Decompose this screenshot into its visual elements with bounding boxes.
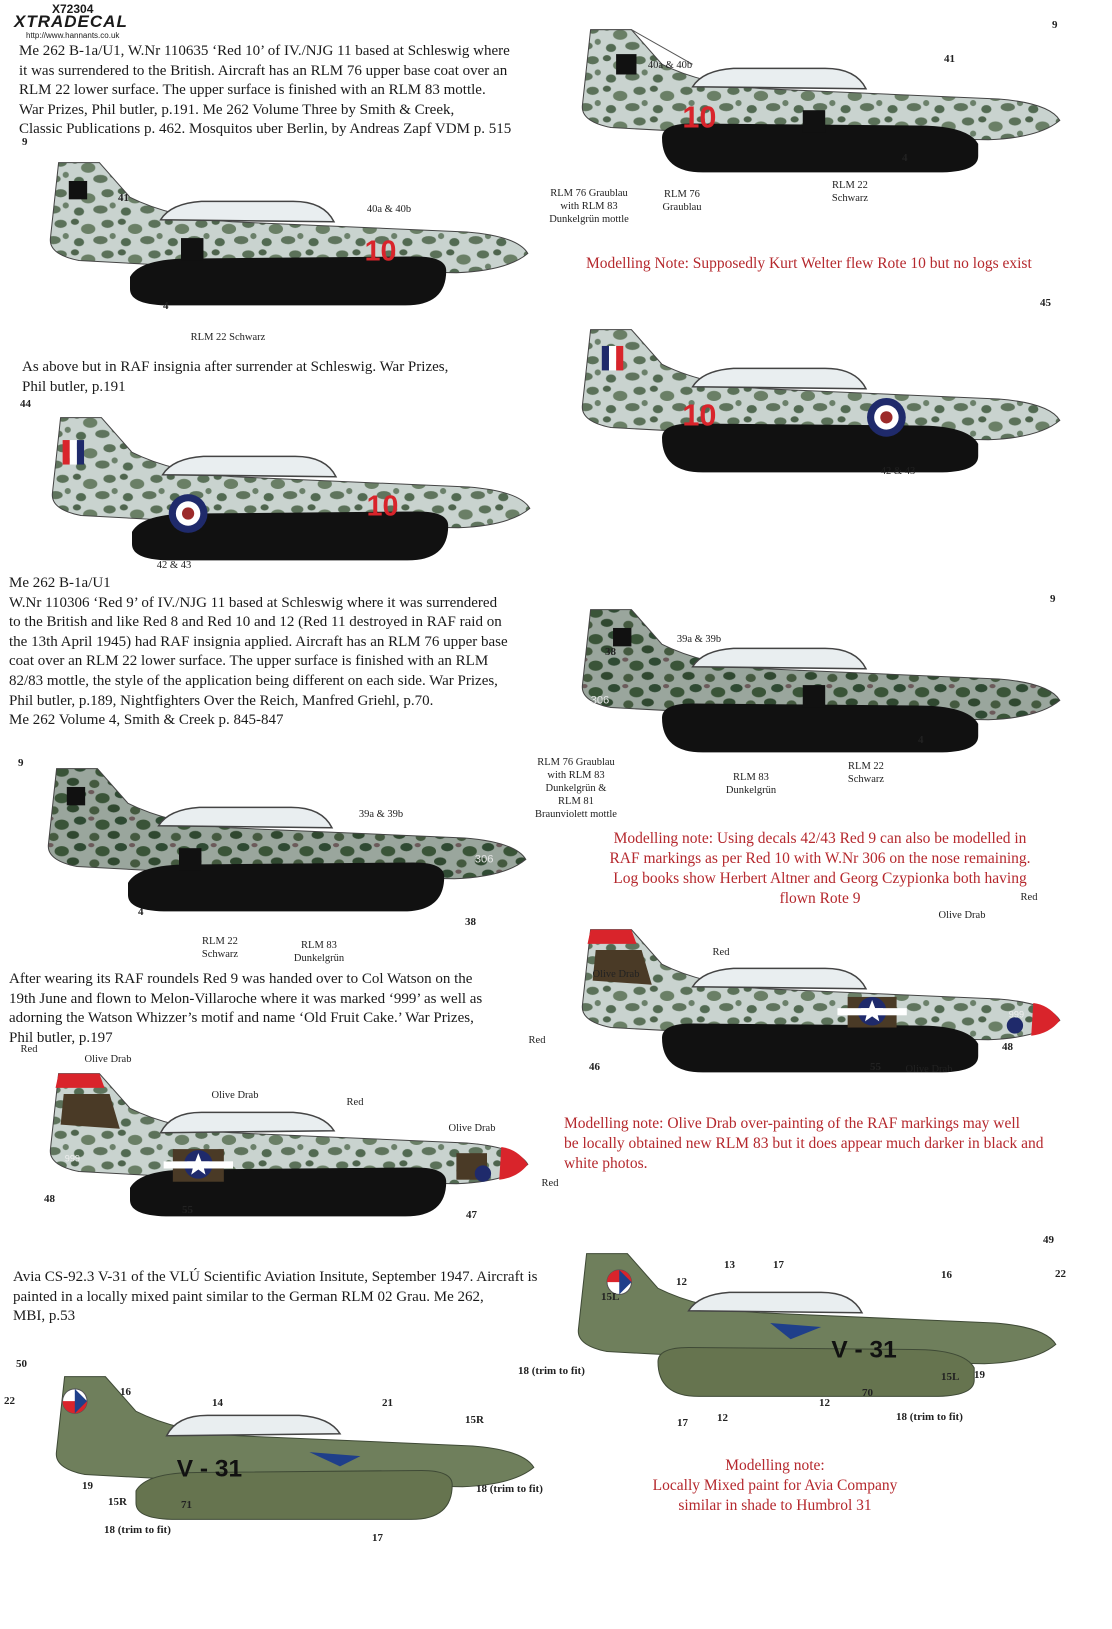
label: 45 (1040, 297, 1051, 309)
tail-number: 999 (64, 1153, 81, 1164)
label: 41 (944, 53, 955, 65)
label: 39a & 39b (358, 809, 404, 820)
section4-note: Modelling note: Olive Drab over-painting of the RAF markings may well be locally obtained new RLM 83 but it does appear much darker in black and white photos. (564, 1115, 1044, 1172)
label: 15L (941, 1371, 960, 1383)
label: RLM 76 Graublau with RLM 83 Dunkelgrün mottle (549, 188, 629, 225)
brand-name: XTRADECAL (14, 12, 128, 31)
label: 50 (16, 1358, 27, 1370)
label: 40a & 40b (366, 204, 412, 215)
section3-description: Me 262 B-1a/U1 W.Nr 110306 ‘Red 9’ of IV./NJG 11 based at Schleswig where it was surrendered to the British and like Red 8 and Red 10 and 12 (Red 11 destroyed in RAF raid on the 13th April 1945) had RAF insignia applied. Aircraft has an RLM 76 upper base coat over an RLM 22 lower surface. The upper surface is finished with an RLM 82/83 mottle, the style of the application being different on each side. War Prizes, Phil butler, p.189, Nightfighters Over the Reich, Manfred Griehl, p.70. Me 262 Volume 4, Smith & Creek p. 845-847 (9, 575, 508, 729)
label: Olive Drab (592, 969, 640, 980)
999-starboard-profile (560, 920, 1070, 1080)
label: Olive Drab (211, 1090, 259, 1101)
nose-number: 10 (682, 100, 717, 135)
label: 9 (22, 136, 28, 148)
label: 12 (676, 1276, 687, 1288)
label: Olive Drab (448, 1123, 496, 1134)
label: 40a & 40b (647, 60, 693, 71)
label: RLM 76 Graublau (662, 189, 702, 213)
label: 12 (717, 1412, 728, 1424)
label: 19 (82, 1480, 93, 1492)
label: 42 & 43 (880, 466, 916, 477)
section5-description: Avia CS-92.3 V-31 of the VLÚ Scientific Aviation Insitute, September 1947. Aircraft is painted in a locally mixed paint similar to the German RLM 02 Grau. Me 262, MBI, p.53 (13, 1269, 538, 1325)
label: RLM 22 Schwarz (190, 332, 266, 343)
label: RLM 83 Dunkelgrün (725, 772, 777, 796)
label: 4 (138, 906, 144, 918)
red9-starboard-profile (560, 600, 1070, 760)
section5-note: Modelling note: Locally Mixed paint for Avia Company similar in shade to Humbrol 31 (652, 1457, 898, 1514)
label: 38 (605, 646, 616, 658)
label: 21 (382, 1397, 393, 1409)
label: 13 (724, 1259, 735, 1271)
label: 18 (trim to fit) (104, 1524, 171, 1536)
label: 41 (118, 192, 129, 204)
label: 12 (819, 1397, 830, 1409)
label: 16 (120, 1386, 131, 1398)
section3-note: Modelling note: Using decals 42/43 Red 9 can also be modelled in RAF markings as per Red 10 with W.Nr 306 on the nose remaining. Log books show Herbert Altner and Georg Czypionka both having flown Rote 9 (609, 830, 1031, 907)
label: 55 (182, 1204, 193, 1216)
label: 70 (862, 1387, 873, 1399)
label: 47 (466, 1209, 477, 1221)
label: 17 (773, 1259, 784, 1271)
label: 15R (108, 1496, 127, 1508)
nose-number: 306 (590, 694, 610, 707)
nose-number: 10 (682, 398, 717, 433)
nose-number: 306 (474, 853, 494, 866)
label: RLM 76 Graublau with RLM 83 Dunkelgrün & RLM 81 Braunviolett mottle (535, 757, 617, 820)
brand-url: http://www.hannants.co.uk (26, 31, 120, 40)
label: RLM 22 Schwarz (831, 180, 869, 204)
label: 17 (677, 1417, 688, 1429)
label: Olive Drab (84, 1054, 132, 1065)
label: 16 (941, 1269, 952, 1281)
label: 42 & 43 (156, 560, 192, 571)
label: Red (541, 1178, 559, 1189)
red10-port-profile (28, 148, 538, 318)
section1-note: Modelling Note: Supposedly Kurt Welter flew Rote 10 but no logs exist (586, 255, 1032, 272)
label: 4 (163, 300, 169, 312)
tail-number: 999 (1008, 1009, 1025, 1020)
label: 46 (589, 1061, 600, 1073)
fuselage-code: V - 31 (831, 1336, 897, 1364)
red9-port-profile (26, 754, 536, 924)
label: 18 (trim to fit) (518, 1365, 585, 1377)
label: 48 (44, 1193, 55, 1205)
label: 14 (212, 1397, 223, 1409)
label: 17 (372, 1532, 383, 1544)
label: 9 (1052, 19, 1058, 31)
red10-starboard-profile (560, 20, 1070, 180)
label: Red (20, 1044, 38, 1055)
label: 22 (4, 1395, 15, 1407)
label: RLM 22 Schwarz (201, 936, 239, 960)
label: 15R (465, 1414, 484, 1426)
red10-raf-port-profile (30, 408, 540, 568)
label: 38 (465, 916, 476, 928)
label: Olive Drab (938, 910, 986, 921)
label: Red (712, 947, 730, 958)
label: 9 (1050, 593, 1056, 605)
999-port-profile (28, 1064, 538, 1224)
label: 49 (1043, 1234, 1054, 1246)
label: 22 (1055, 1268, 1066, 1280)
label: Olive Drab (905, 1064, 953, 1075)
section1-description: Me 262 B-1a/U1, W.Nr 110635 ‘Red 10’ of IV./NJG 11 based at Schleswig where it was surrendered to the British. Aircraft has an RLM 76 upper base coat over an RLM 22 lower surface. The upper surface is finished with an RLM 83 mottle. War Prizes, Phil butler, p.191. Me 262 Volume Three by Smith & Creek, Classic Publications p. 462. Mosquitos uber Berlin, by Andreas Zapf VDM p. 515 (19, 43, 512, 138)
section2-description: As above but in RAF insignia after surrender at Schleswig. War Prizes, Phil butler, p.191 (22, 359, 449, 395)
label: 39a & 39b (676, 634, 722, 645)
fuselage-code: V - 31 (176, 1455, 243, 1483)
label: RLM 22 Schwarz (847, 761, 885, 785)
label: 48 (1002, 1041, 1013, 1053)
label: 15L (601, 1291, 620, 1303)
label: 19 (974, 1369, 985, 1381)
label: Red (1020, 892, 1038, 903)
label: 44 (20, 398, 31, 410)
label: 9 (18, 757, 24, 769)
product-code: X72304 (52, 2, 94, 16)
red10-raf-starboard-profile (560, 320, 1070, 480)
label: 4 (902, 152, 908, 164)
label: 18 (trim to fit) (896, 1411, 963, 1423)
v31-starboard-profile (556, 1244, 1066, 1404)
label: 4 (918, 734, 924, 746)
label: 71 (181, 1499, 192, 1511)
label: Red (528, 1035, 546, 1046)
label: 55 (870, 1061, 881, 1073)
nose-number: 10 (364, 235, 397, 268)
section4-description: After wearing its RAF roundels Red 9 was handed over to Col Watson on the 19th June and flown to Melon-Villaroche where it was marked ‘999’ as well as adorning the Watson Whizzer’s motif and name ‘Old Fruit Cake.’ War Prizes, Phil butler, p.197 (9, 971, 483, 1046)
label: Red (346, 1097, 364, 1108)
nose-number: 10 (366, 490, 399, 523)
label: RLM 83 Dunkelgrün (293, 940, 345, 964)
label: 18 (trim to fit) (476, 1483, 543, 1495)
